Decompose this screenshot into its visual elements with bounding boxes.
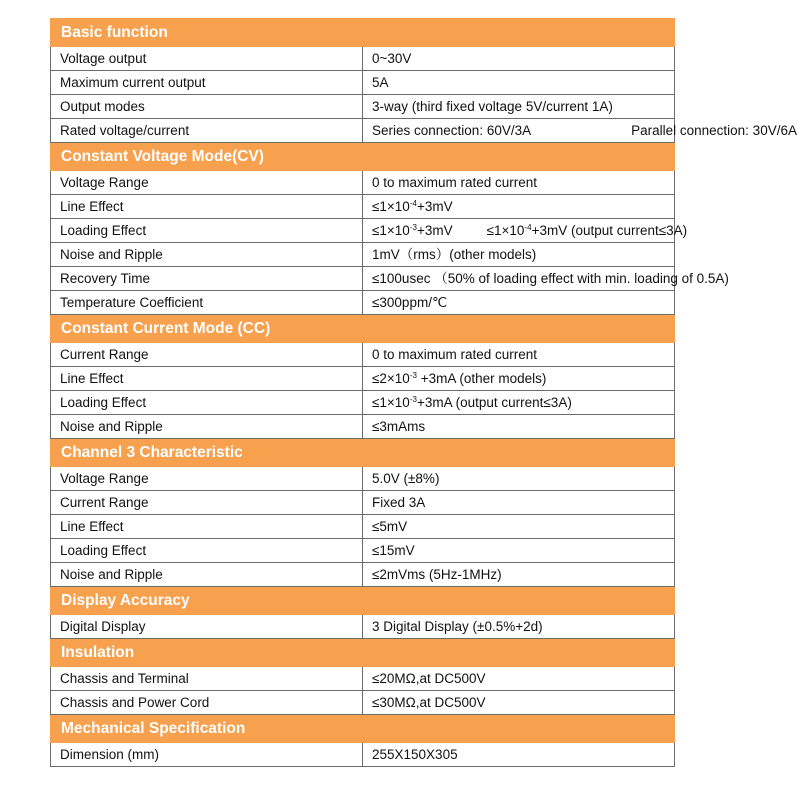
section-header <box>51 639 675 667</box>
spec-row <box>51 71 675 95</box>
spec-value <box>363 691 675 715</box>
spec-value <box>363 219 688 243</box>
spec-label: Noise and Ripple <box>51 243 363 267</box>
spec-row <box>51 219 675 243</box>
spec-row <box>51 171 675 195</box>
section-header <box>51 587 675 615</box>
spec-label: Recovery Time <box>51 267 363 291</box>
value-text: +3mA (other models) <box>416 371 547 386</box>
value-text: ≤15mV <box>372 543 415 558</box>
value-text: ≤300ppm/℃ <box>372 295 448 310</box>
spec-row <box>51 563 675 587</box>
spec-label: Maximum current output <box>51 71 363 95</box>
spec-value <box>363 667 675 691</box>
spec-label: Dimension (mm) <box>51 743 363 767</box>
spec-table-body <box>51 19 797 767</box>
spec-label: Line Effect <box>51 515 363 539</box>
value-text: ≤5mV <box>372 519 408 534</box>
value-text: +3mV <box>416 199 453 214</box>
spec-row <box>51 667 675 691</box>
spec-value <box>363 343 675 367</box>
value-text-secondary: Parallel connection: 30V/6A <box>631 123 797 138</box>
spec-label: Loading Effect <box>51 539 363 563</box>
spec-value <box>363 367 675 391</box>
value-text: ≤2mVms (5Hz-1MHz) <box>372 567 502 582</box>
spec-row <box>51 491 675 515</box>
value-text: 5A <box>372 75 389 90</box>
spec-label: Temperature Coefficient <box>51 291 363 315</box>
section-header <box>51 715 675 743</box>
value-text: 5.0V (±8%) <box>372 471 440 486</box>
value-text: ≤3mAms <box>372 419 426 434</box>
spec-value <box>363 615 675 639</box>
value-text: ≤1×10 <box>372 199 410 214</box>
value-text: 3 Digital Display (±0.5%+2d) <box>372 619 543 634</box>
section-title: Mechanical Specification <box>51 715 675 743</box>
section-title: Constant Current Mode (CC) <box>51 315 675 343</box>
section-title: Basic function <box>51 19 675 47</box>
spec-value <box>363 119 797 143</box>
spec-row <box>51 267 675 291</box>
value-text: 255X150X305 <box>372 747 458 762</box>
section-header <box>51 315 675 343</box>
spec-value <box>363 743 675 767</box>
value-text: ≤20MΩ,at DC500V <box>372 671 486 686</box>
exponent: -3 <box>409 371 417 380</box>
exponent: -4 <box>524 223 532 232</box>
section-title: Insulation <box>51 639 675 667</box>
spec-label: Chassis and Terminal <box>51 667 363 691</box>
spec-label: Line Effect <box>51 367 363 391</box>
section-header <box>51 19 675 47</box>
spec-row <box>51 391 675 415</box>
spec-row <box>51 467 675 491</box>
spec-label: Chassis and Power Cord <box>51 691 363 715</box>
section-title: Constant Voltage Mode(CV) <box>51 143 675 171</box>
spec-value <box>363 243 675 267</box>
spec-value <box>363 415 675 439</box>
spec-row <box>51 243 675 267</box>
spec-row <box>51 343 675 367</box>
value-text: 0 to maximum rated current <box>372 347 538 362</box>
spec-label: Current Range <box>51 491 363 515</box>
value-text: 0 to maximum rated current <box>372 175 538 190</box>
spec-value <box>363 391 675 415</box>
spec-label: Voltage Range <box>51 171 363 195</box>
spec-label: Voltage output <box>51 47 363 71</box>
spec-table <box>50 18 797 767</box>
spec-label: Current Range <box>51 343 363 367</box>
section-title: Channel 3 Characteristic <box>51 439 675 467</box>
spec-label: Voltage Range <box>51 467 363 491</box>
spec-label: Loading Effect <box>51 391 363 415</box>
spec-value <box>363 195 675 219</box>
spec-row <box>51 743 675 767</box>
spec-value <box>363 47 675 71</box>
exponent: -3 <box>409 395 417 404</box>
value-text: ≤30MΩ,at DC500V <box>372 695 486 710</box>
spec-value <box>363 95 675 119</box>
spec-value <box>363 71 675 95</box>
value-text: 1mV（rms）(other models) <box>372 247 537 262</box>
value-text: 3-way (third fixed voltage 5V/current 1A) <box>372 99 613 114</box>
value-text: ≤100usec （50% of loading effect with min. loading of 0.5A) <box>372 271 729 286</box>
spec-row <box>51 47 675 71</box>
spec-row <box>51 119 675 143</box>
spec-row <box>51 615 675 639</box>
value-text: Fixed 3A <box>372 495 426 510</box>
spec-row <box>51 367 675 391</box>
value-text: ≤1×10 <box>372 223 410 238</box>
spec-value <box>363 467 675 491</box>
value-text: ≤2×10 <box>372 371 410 386</box>
section-header <box>51 439 675 467</box>
spec-label: Digital Display <box>51 615 363 639</box>
spec-label: Rated voltage/current <box>51 119 363 143</box>
value-text: +3mV (output current≤3A) <box>531 223 688 238</box>
value-text: +3mA (output current≤3A) <box>416 395 572 410</box>
section-title: Display Accuracy <box>51 587 675 615</box>
value-text: 0~30V <box>372 51 412 66</box>
value-text: +3mV <box>416 223 453 238</box>
spec-row <box>51 95 675 119</box>
exponent: -4 <box>409 199 417 208</box>
spec-value <box>363 491 675 515</box>
section-header <box>51 143 675 171</box>
spec-row <box>51 691 675 715</box>
spec-label: Noise and Ripple <box>51 563 363 587</box>
spec-row <box>51 291 675 315</box>
spec-value <box>363 171 675 195</box>
spec-row <box>51 539 675 563</box>
spec-label: Line Effect <box>51 195 363 219</box>
spec-row <box>51 195 675 219</box>
spec-value <box>363 563 675 587</box>
spec-label: Loading Effect <box>51 219 363 243</box>
spec-row <box>51 515 675 539</box>
value-text: Series connection: 60V/3A <box>372 123 532 138</box>
spec-label: Noise and Ripple <box>51 415 363 439</box>
value-text: ≤1×10 <box>372 395 410 410</box>
spec-value <box>363 539 675 563</box>
spec-row <box>51 415 675 439</box>
exponent: -3 <box>409 223 417 232</box>
spec-value <box>363 291 675 315</box>
spec-value <box>363 515 675 539</box>
spec-label: Output modes <box>51 95 363 119</box>
spec-value <box>363 267 729 291</box>
value-text: ≤1×10 <box>486 223 525 238</box>
